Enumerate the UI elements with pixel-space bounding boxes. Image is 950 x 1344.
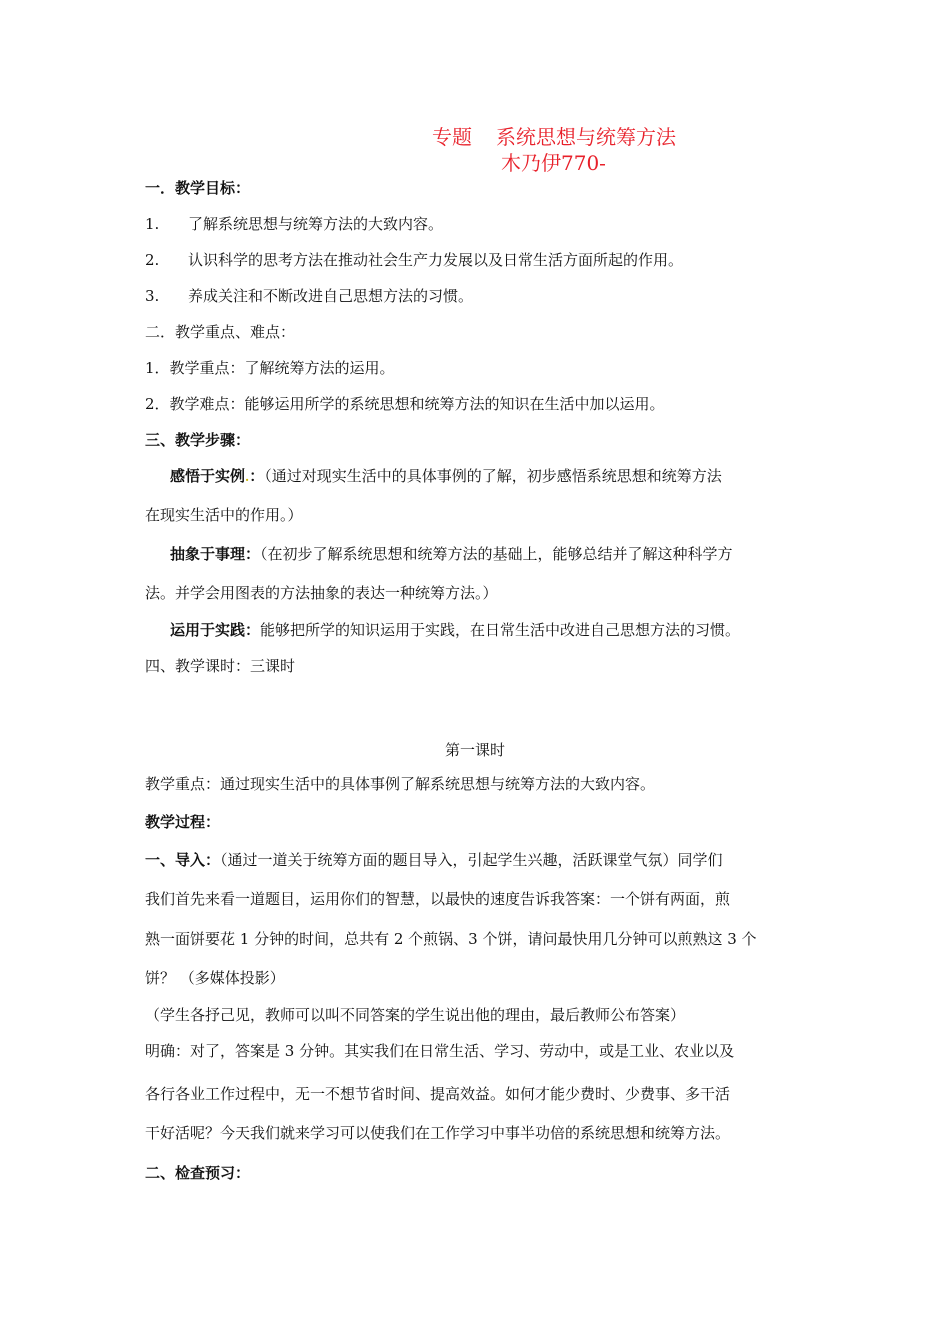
key-points-heading: 二．教学重点、难点： — [145, 323, 296, 341]
step-2-label: 抽象于事理： — [170, 545, 261, 563]
preview-heading: 二、检查预习： — [145, 1164, 251, 1182]
key-point-2: 2．教学难点：能够运用所学的系统思想和统筹方法的知识在生活中加以运用。 — [145, 395, 665, 413]
step-1-continued: 在现实生活中的作用。） — [145, 506, 303, 524]
intro-paragraph-line-2: 我们首先来看一道题目，运用你们的智慧，以最快的速度告诉我答案：一个饼有两面，煎 — [145, 890, 731, 908]
goal-item-1: 1. 了解系统思想与统筹方法的大致内容。 — [145, 215, 444, 233]
step-2-continued: 法。并学会用图表的方法抽象的表达一种统筹方法。） — [145, 584, 498, 602]
document-title — [432, 124, 676, 176]
intro-paragraph-line-3: 熟一面饼要花 1 分钟的时间，总共有 2 个煎锅、3 个饼，请问最快用几分钟可以煎熟这 3 个 — [145, 930, 757, 948]
process-heading: 教学过程： — [145, 813, 221, 831]
title-main — [432, 124, 676, 150]
goal-item-3: 3. 养成关注和不断改进自己思想方法的习惯。 — [145, 287, 474, 305]
intro-label: 一、导入： — [145, 851, 221, 869]
step-1: 感悟于实例.：（通过对现实生活中的具体事例的了解，初步感悟系统思想和统筹方法 — [170, 467, 722, 485]
clarify-line-1: 明确：对了，答案是 3 分钟。其实我们在日常生活、学习、劳动中，或是工业、农业以及 — [145, 1042, 735, 1060]
lesson-1-heading: 第一课时 — [444, 741, 505, 759]
step-1-label: 感悟于实例 — [170, 467, 246, 485]
lesson-1-focus: 教学重点：通过现实生活中的具体事例了解系统思想与统筹方法的大致内容。 — [145, 775, 656, 793]
steps-heading: 三、教学步骤： — [145, 431, 251, 449]
teacher-note: （学生各抒己见，教师可以叫不同答案的学生说出他的理由，最后教师公布答案） — [145, 1006, 686, 1024]
goals-heading: 一．教学目标： — [145, 179, 251, 197]
title-subtitle: 木乃伊770- — [501, 151, 606, 175]
intro-paragraph-line-1: 一、导入：（通过一道关于统筹方面的题目导入，引起学生兴趣，活跃课堂气氛）同学们 — [145, 851, 723, 869]
step-3: 运用于实践：能够把所学的知识运用于实践，在日常生活中改进自己思想方法的习惯。 — [170, 621, 741, 639]
class-hours: 四、教学课时：三课时 — [145, 657, 296, 675]
clarify-line-3: 干好活呢？今天我们就来学习可以使我们在工作学习中事半功倍的系统思想和统筹方法。 — [145, 1124, 731, 1142]
title-topic-name: 系统思想与统筹方法 — [496, 125, 676, 149]
title-topic-label: 专题 — [432, 125, 472, 149]
key-point-1: 1．教学重点：了解统筹方法的运用。 — [145, 359, 395, 377]
step-2: 抽象于事理：（在初步了解系统思想和统筹方法的基础上，能够总结并了解这种科学方 — [170, 545, 733, 563]
intro-paragraph-line-4: 饼？ （多媒体投影） — [145, 969, 285, 987]
clarify-line-2: 各行各业工作过程中，无一不想节省时间、提高效益。如何才能少费时、少费事、多干活 — [145, 1085, 731, 1103]
goal-item-2: 2. 认识科学的思考方法在推动社会生产力发展以及日常生活方面所起的作用。 — [145, 251, 684, 269]
step-3-label: 运用于实践： — [170, 621, 261, 639]
